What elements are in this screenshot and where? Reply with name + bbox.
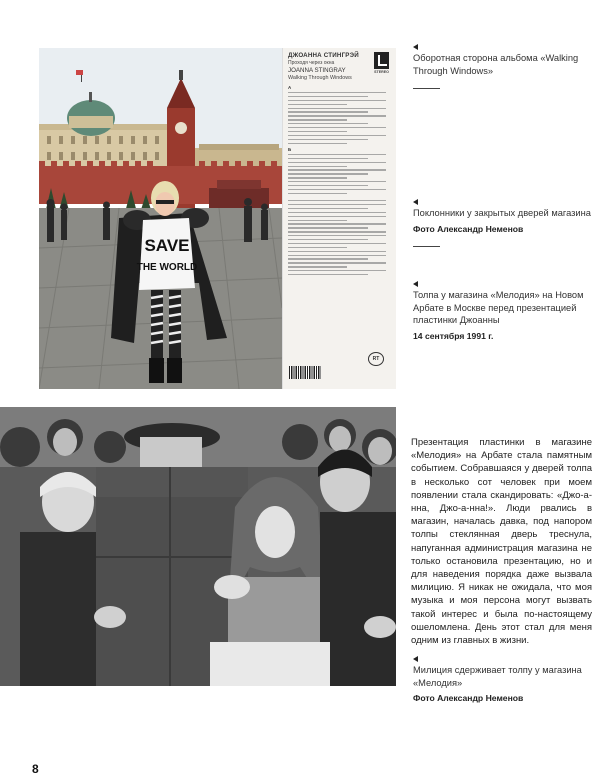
record-label-icon: [374, 52, 389, 69]
caption-date: 14 сентября 1991 г.: [413, 330, 494, 341]
caption-crowd: [413, 281, 593, 342]
side-b-tracklist: [288, 154, 390, 194]
stereo-label: STEREO: [374, 70, 389, 74]
album-title-ru: Проходя через окна: [288, 60, 335, 66]
caption-fans: [413, 199, 593, 247]
page-number: 8: [32, 762, 39, 776]
caption-divider: [413, 88, 440, 89]
side-a-tracklist: [288, 92, 390, 144]
barcode: [289, 366, 321, 379]
photo-credit: Фото Александр Неменов: [413, 693, 524, 704]
caption-text: Поклонники у закрытых дверей магазина: [413, 208, 591, 218]
melodiya-logo: [373, 52, 390, 82]
label-seal-icon: RT: [368, 352, 384, 366]
album-title-en: Walking Through Windows: [288, 75, 352, 81]
side-b-heading: Б: [288, 146, 292, 152]
caption-text: Толпа у магазина «Мелодия» на Новом Арбате в Москве перед презентацией пластинки Джоанны: [413, 290, 584, 326]
left-arrow-icon: [413, 281, 418, 287]
album-artist-ru: ДЖОАННА СТИНГРЭЙ: [288, 52, 359, 59]
album-back-cover-photo: [39, 48, 396, 389]
photo-credit: Фото Александр Неменов: [413, 223, 524, 234]
body-text: Презентация пластинки в магазине «Мелодия» на Арбате стала памятным событием. Собравшаяся у дверей толпа в несколько сот человек при моем появлении стала скандировать: «Джо-а-нна, Джо-а-нна!». Люди рвались в магазин, началась давка, под напором толпы стеклянная дверь треснула, напуганная администрация магазина не только остановила презентацию, но и для наведения порядка даже вызвала милицию. Я никак не ожидала, что моя музыка и моя персона могут вызвать такой интерес и была по-настоящему ошеломлена. День этот стал для меня одним из главных в жизни.: [411, 437, 592, 647]
side-a-heading: A: [288, 85, 292, 90]
crowd-militia-photo: [0, 407, 396, 686]
left-arrow-icon: [413, 44, 418, 50]
caption-divider: [413, 246, 440, 247]
album-artist-en: JOANNA STINGRAY: [288, 67, 346, 74]
red-square-photo: [39, 48, 282, 389]
album-tracklist-panel: [282, 48, 396, 389]
shirt-text-the-world: THE WORLD: [136, 262, 198, 273]
caption-album-back: [413, 44, 593, 89]
caption-text: Милиция сдерживает толпу у магазина «Мелодия»: [413, 665, 582, 688]
credits-block: [288, 200, 390, 275]
caption-text: Оборотная сторона альбома «Walking Through Windows»: [413, 53, 579, 76]
left-arrow-icon: [413, 656, 418, 662]
left-arrow-icon: [413, 199, 418, 205]
shirt-text-save: SAVE: [144, 236, 190, 255]
caption-militia: [413, 656, 593, 705]
